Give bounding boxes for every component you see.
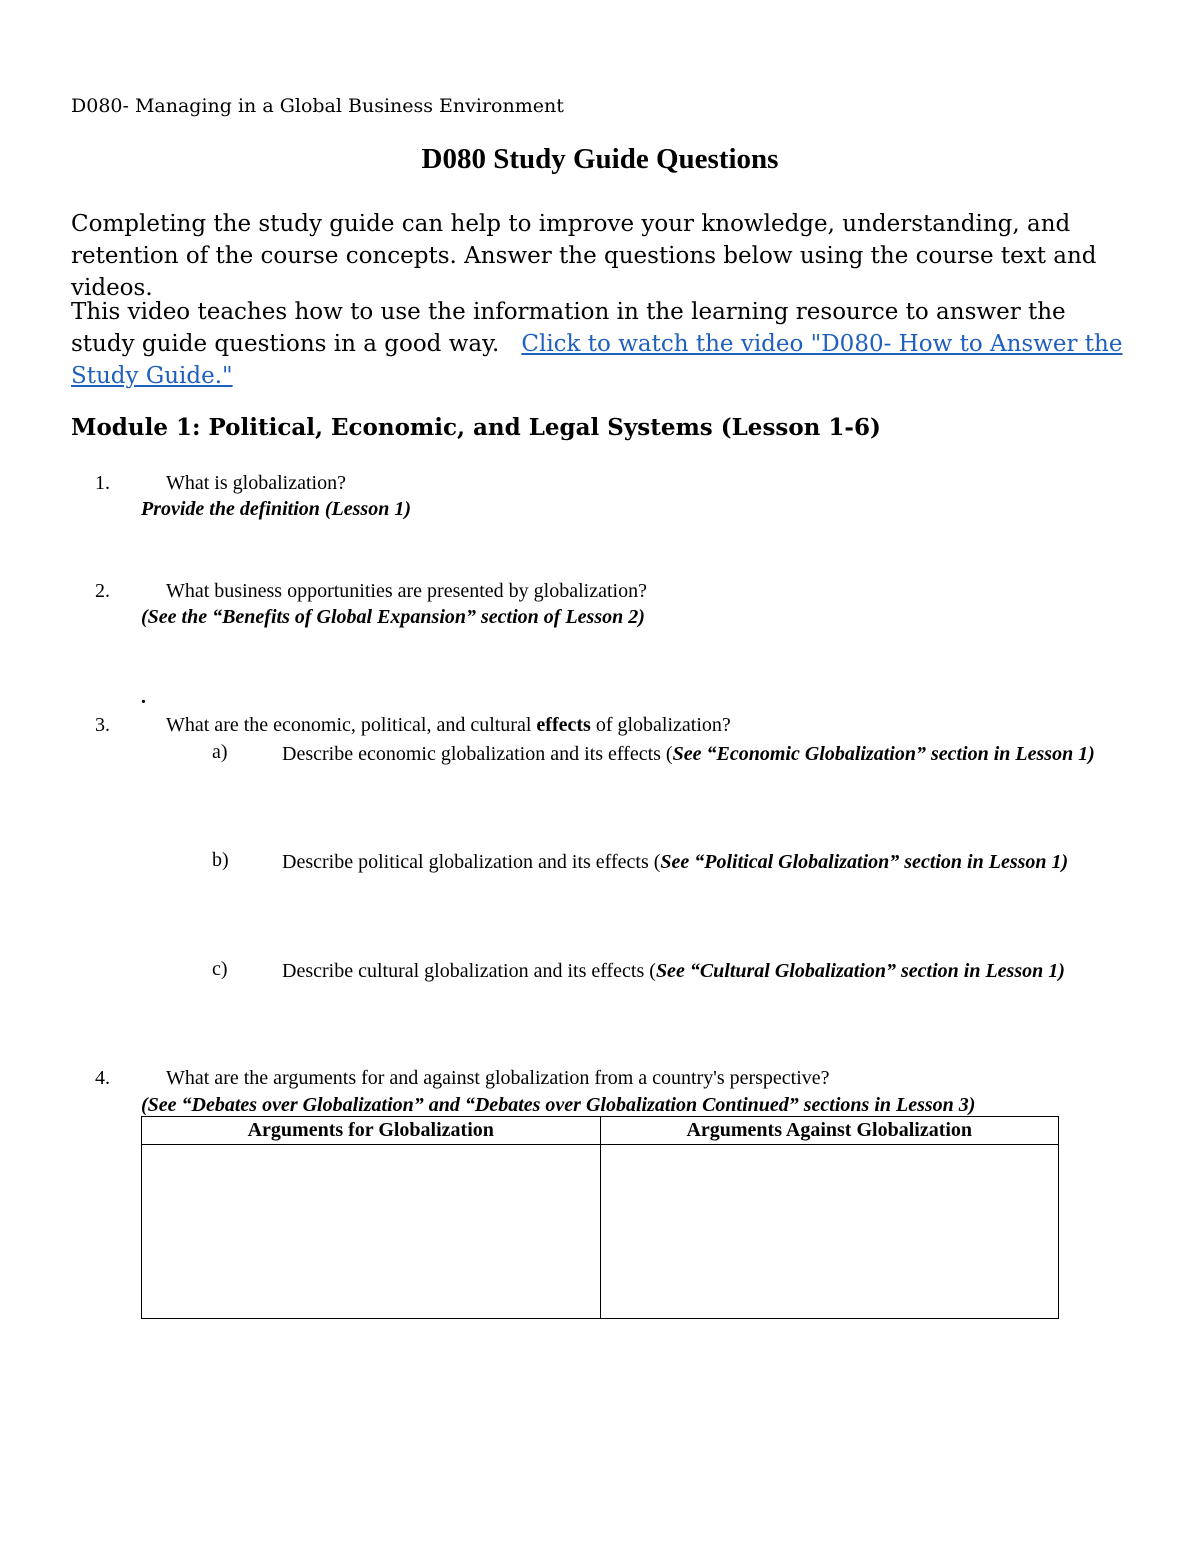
question-number: 2. [95,580,110,602]
question-text: What are the arguments for and against globalization from a country's perspective? [166,1067,830,1089]
answer-cell-against[interactable] [600,1145,1059,1319]
subquestion-letter: a) [212,741,228,763]
question-text-bold: effects [536,714,591,736]
watch-video-link[interactable]: Click to watch the video "D080- How to Answer the Study Guide." [71,331,1123,389]
subquestion-letter: c) [212,958,228,980]
question-text [166,714,731,737]
stray-dot: . [141,686,146,708]
answer-cell-for[interactable] [142,1145,601,1319]
question-hint: (See “Debates over Globalization” and “Debates over Globalization Continued” sections in Lesson 3) [141,1094,976,1116]
table-row [142,1145,1059,1319]
subquestion [282,741,1122,768]
question-number: 4. [95,1067,110,1089]
video-paragraph [71,296,1131,392]
column-header-for: Arguments for Globalization [142,1117,601,1145]
question-text-part: What are the economic, political, and cultural [166,714,537,736]
table-header-row [142,1117,1059,1145]
intro-paragraph: Completing the study guide can help to improve your knowledge, understanding, and retention of the course concepts. Answer the questions below using the course text and videos. [71,211,1097,301]
subquestion-text: Describe economic globalization and its effects ( [282,743,673,765]
question-hint: Provide the definition (Lesson 1) [141,498,411,520]
question-number: 1. [95,472,110,494]
subquestion-letter: b) [212,849,229,871]
subquestion-text: Describe political globalization and its effects ( [282,851,661,873]
question-text: What is globalization? [166,472,346,494]
question-text-part: of globalization? [590,714,731,736]
column-header-against: Arguments Against Globalization [600,1117,1059,1145]
question-text: What business opportunities are presented by globalization? [166,580,647,602]
subquestion-text: Describe cultural globalization and its effects ( [282,960,656,982]
subquestion [282,849,1122,876]
arguments-table [141,1116,1059,1319]
module-heading: Module 1: Political, Economic, and Legal Systems (Lesson 1-6) [71,414,881,441]
subquestion-hint: See “Economic Globalization” section in Lesson 1) [672,743,1095,765]
question-hint: (See the “Benefits of Global Expansion” section of Lesson 2) [141,606,645,628]
page-header: D080- Managing in a Global Business Environment [71,95,564,117]
video-description: This video teaches how to use the information in the learning resource to answer the study guide questions in a good way. [71,299,1066,357]
subquestion [282,958,1122,985]
subquestion-hint: See “Cultural Globalization” section in Lesson 1) [655,960,1065,982]
page-title: D080 Study Guide Questions [421,143,779,175]
subquestion-hint: See “Political Globalization” section in Lesson 1) [660,851,1069,873]
question-number: 3. [95,714,110,736]
